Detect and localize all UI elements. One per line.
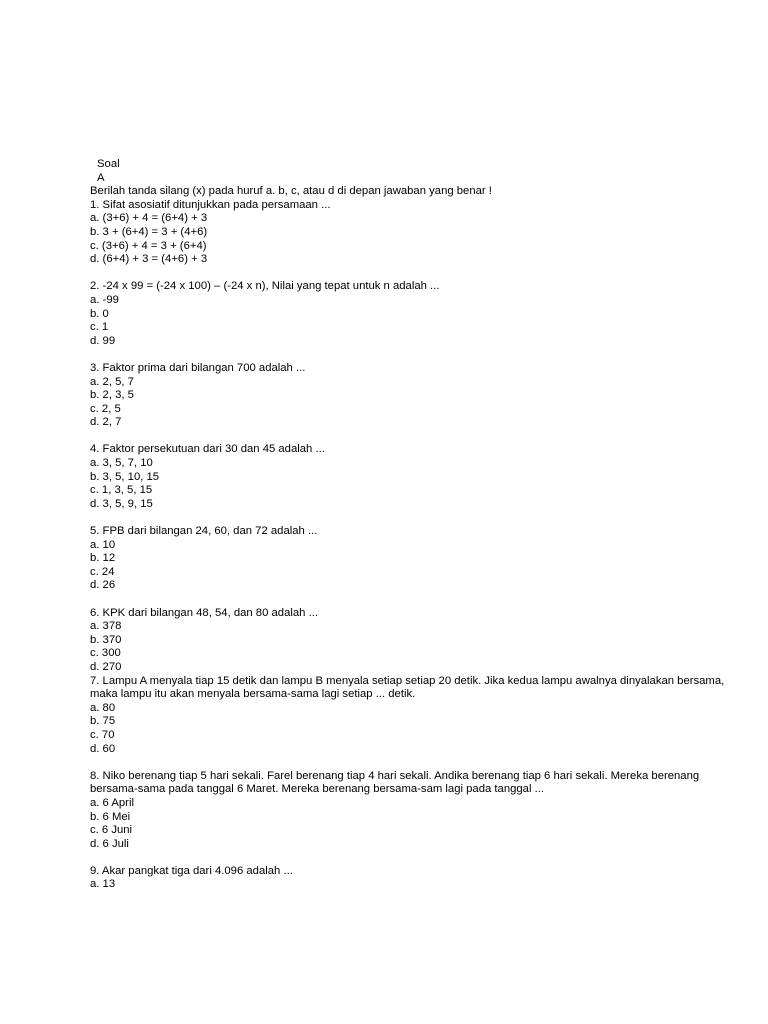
option-c: c. 24: [90, 565, 115, 578]
question-7: [90, 675, 730, 757]
option-d: d. 2, 7: [90, 416, 122, 429]
option-a: a. -99: [90, 293, 119, 306]
question-6: [90, 607, 730, 675]
option-d: d. 270: [90, 660, 122, 673]
option-a: a. 2, 5, 7: [90, 375, 134, 388]
option-d: d. 60: [90, 742, 116, 755]
option-b: b. 75: [90, 715, 116, 728]
option-b: b. 0: [90, 307, 109, 320]
question-text: 2. -24 x 99 = (-24 x 100) – (-24 x n), Nilai yang tepat untuk n adalah ...: [90, 280, 440, 293]
option-a: a. 6 April: [90, 796, 134, 809]
option-a: a. 10: [90, 538, 116, 551]
question-text: 9. Akar pangkat tiga dari 4.096 adalah ...: [90, 864, 293, 877]
question-text: 5. FPB dari bilangan 24, 60, dan 72 adalah ...: [90, 525, 318, 538]
option-d: d. 99: [90, 334, 116, 347]
option-c: c. 300: [90, 647, 121, 660]
question-5: [90, 525, 730, 593]
question-2: [90, 280, 730, 348]
option-c: c. 6 Juni: [90, 824, 133, 837]
question-3: [90, 362, 730, 430]
option-b: b. 2, 3, 5: [90, 389, 134, 402]
option-d: d. 3, 5, 9, 15: [90, 497, 153, 510]
option-a: a. 3, 5, 7, 10: [90, 457, 153, 470]
question-4: [90, 443, 730, 511]
option-c: c. 70: [90, 728, 115, 741]
option-a: a. (3+6) + 4 = (6+4) + 3: [90, 212, 208, 225]
option-d: d. 26: [90, 579, 116, 592]
section-label: A: [97, 171, 105, 184]
worksheet: [90, 158, 730, 892]
question-text: 3. Faktor prima dari bilangan 700 adalah ...: [90, 361, 306, 374]
option-b: b. 12: [90, 552, 116, 565]
option-d: d. (6+4) + 3 = (4+6) + 3: [90, 253, 208, 266]
option-c: c. (3+6) + 4 = 3 + (6+4): [90, 239, 207, 252]
option-b: b. 370: [90, 633, 122, 646]
option-a: a. 13: [90, 878, 116, 891]
question-text: 1. Sifat asosiatif ditunjukkan pada persamaan ...: [90, 198, 331, 211]
option-b: b. 3, 5, 10, 15: [90, 470, 160, 483]
option-c: c. 2, 5: [90, 402, 121, 415]
question-text: 6. KPK dari bilangan 48, 54, dan 80 adalah ...: [90, 606, 318, 619]
question-1: [90, 199, 730, 267]
option-d: d. 6 Juli: [90, 837, 129, 850]
question-text: 4. Faktor persekutuan dari 30 dan 45 adalah ...: [90, 443, 325, 456]
option-c: c. 1: [90, 321, 109, 334]
question-9: [90, 865, 730, 892]
heading-soal: Soal: [97, 158, 120, 170]
option-c: c. 1, 3, 5, 15: [90, 484, 153, 497]
question-8: [90, 770, 730, 852]
option-a: a. 378: [90, 620, 122, 633]
question-text: 8. Niko berenang tiap 5 hari sekali. Farel berenang tiap 4 hari sekali. Andika berenang tiap 6 hari sekali. Mereka berenang bersama-sama pada tanggal 6 Maret. Mereka berenang bersama-sam lagi pada tanggal ...: [90, 769, 700, 796]
question-text: 7. Lampu A menyala tiap 15 detik dan lampu B menyala setiap setiap 20 detik. Jika kedua lampu awalnya dinyalakan bersama, maka lampu itu akan menyala bersama-sama lagi setiap ... detik.: [90, 674, 725, 701]
option-b: b. 6 Mei: [90, 810, 131, 823]
option-a: a. 80: [90, 701, 116, 714]
instruction-text: Berilah tanda silang (x) pada huruf a. b, c, atau d di depan jawaban yang benar !: [90, 185, 492, 198]
option-b: b. 3 + (6+4) = 3 + (4+6): [90, 225, 208, 238]
